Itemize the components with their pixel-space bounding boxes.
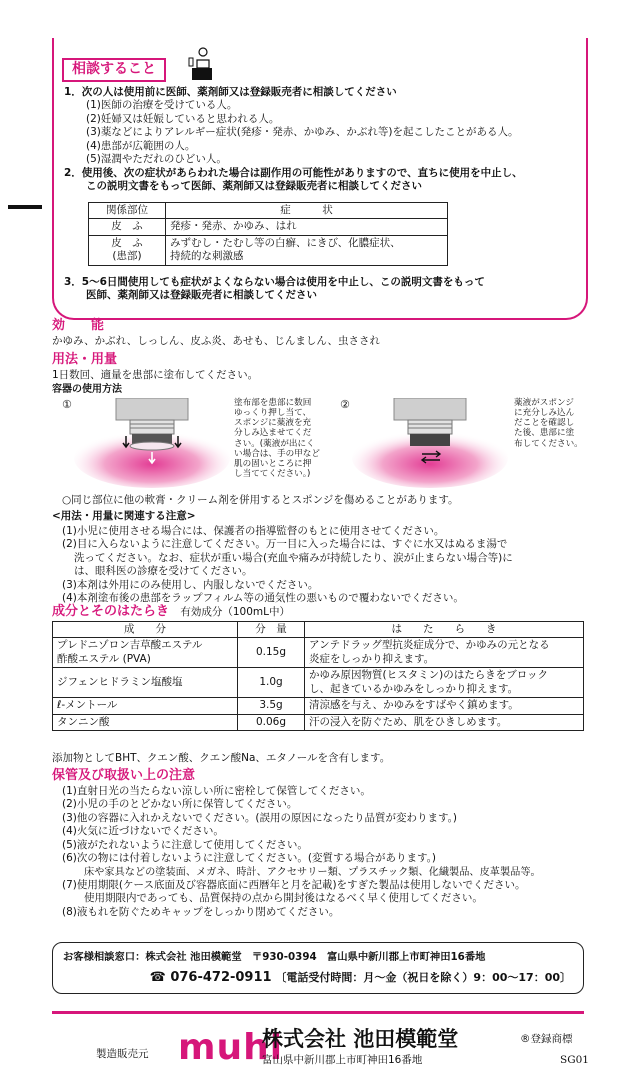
consult-item-3-line: 3．5～6日間使用しても症状がよくならない場合は使用を中止し、この説明文書をもって [64, 276, 485, 288]
trademark-note: ®登録商標 [520, 1033, 573, 1045]
related-title: <用法・用量に関連する注意> [52, 510, 196, 522]
ingredients-header-amount: 分 量 [238, 622, 305, 638]
consult-subitem: (2)妊婦又は妊娠していると思われる人。 [86, 112, 280, 125]
consult-title [62, 58, 166, 82]
consult-subitem: (4)患部が広範囲の人。 [86, 139, 196, 152]
ingredient-function: 汗の浸入を防ぐため、肌をひきしめます。 [305, 714, 584, 730]
ingredients-header-name: 成 分 [53, 622, 238, 638]
symptom-part: 皮 ふ [89, 219, 166, 235]
company-address: 富山県中新川郡上市町神田16番地 [262, 1054, 423, 1066]
storage-line: (6)次の物には付着しないように注意してください。(変質する場合があります。) [62, 852, 436, 865]
efficacy-title: 効 能 [52, 318, 105, 333]
side-marker [8, 205, 42, 209]
storage-line: 床や家具などの塗装面、メガネ、時計、アクセサリー類、プラスチック類、化繊製品、皮革製品等。 [84, 866, 541, 878]
related-line: (4)本剤塗布後の患部をラップフィルム等の通気性の悪いもので覆わないでください。 [62, 592, 464, 605]
ingredients-heading [52, 604, 290, 621]
symptom-header-part: 関係部位 [89, 203, 166, 219]
consult-item-3 [64, 276, 485, 303]
storage-title: 保管及び取扱い上の注意 [52, 768, 196, 783]
ingredient-amount: 0.15g [238, 638, 305, 668]
ingredient-name: タンニン酸 [53, 714, 238, 730]
symptom-table [88, 202, 448, 266]
ingredient-amount: 1.0g [238, 668, 305, 698]
symptom-desc: みずむし・たむし等の白癬、にきび、化膿症状、 持続的な刺激感 [166, 235, 448, 265]
storage-line: 使用期限内であっても、品質保持の点から開封後はなるべく早く使用してください。 [84, 892, 483, 905]
step2-illustration [350, 398, 510, 490]
pharmacist-icon [183, 46, 213, 80]
contact-hours: 〔電話受付時間：月～金（祝日を除く）9：00～17：00〕 [275, 971, 571, 984]
efficacy-text: かゆみ、かぶれ、しっしん、皮ふ炎、あせも、じんましん、虫さされ [52, 335, 381, 347]
consult-item-2: 2．使用後、次の症状があらわれた場合は副作用の可能性がありますので、直ちに使用を中止し、 [64, 166, 523, 179]
usage-text: 1日数回、適量を患部に塗布してください。 [52, 369, 259, 381]
step1-number: ① [62, 398, 72, 411]
storage-line: (1)直射日光の当たらない涼しい所に密栓して保管してください。 [62, 785, 371, 797]
related-line: 洗ってください。なお、症状が重い場合(充血や痛みが持続したり、涙が止まらない場合等)に [74, 551, 513, 564]
seller-label: 製造販売元 [96, 1048, 149, 1060]
ingredients-subtitle: 有効成分（100mL中） [180, 606, 290, 618]
contact-phone: ☎ 076-472-0911 [149, 970, 272, 985]
storage-line: (7)使用期限(ケース底面及び容器底面に西暦年と月を記載)をすぎた製品は使用しないでください。 [62, 878, 526, 891]
company-name: 株式会社 池田模範堂 [262, 1027, 459, 1051]
storage-list [52, 785, 627, 919]
consult-list [64, 86, 584, 194]
contact-line: お客様相談窓口：株式会社 池田模範堂 〒930-0394 富山県中新川郡上市町神田16番地 [63, 951, 486, 963]
ingredient-function: 清涼感を与え、かゆみをすばやく鎮めます。 [305, 698, 584, 714]
consult-subitem: (5)湿潤やただれのひどい人。 [86, 153, 227, 166]
storage-line: (5)液がたれないように注意して使用してください。 [62, 838, 308, 851]
ingredient-function: アンテドラッグ型抗炎症成分で、かゆみの元となる 炎症をしっかり抑えます。 [305, 638, 584, 668]
consult-item-2-cont: この説明文書をもって医師、薬剤師又は登録販売者に相談してください [86, 180, 422, 193]
consult-item-3-line: 医師、薬剤師又は登録販売者に相談してください [86, 289, 317, 302]
ingredient-amount: 3.5g [238, 698, 305, 714]
storage-line: (4)火気に近づけないでください。 [62, 825, 224, 838]
ingredients-title: 成分とそのはたらき [52, 604, 170, 619]
product-code: SG01 [560, 1054, 589, 1066]
ingredient-function: かゆみ原因物質(ヒスタミン)のはたらきをブロック し、起きているかゆみをしっかり抑えます。 [305, 668, 584, 698]
usage-note: ○同じ部位に他の軟膏・クリーム剤を併用するとスポンジを傷めることがあります。 [62, 494, 459, 506]
step2-text: 薬液がスポンジ に充分しみ込ん だことを確認し た後、患部に塗 布してください。 [514, 398, 583, 449]
ingredient-name: ジフェンヒドラミン塩酸塩 [53, 668, 238, 698]
contact-box [52, 942, 584, 994]
step1-illustration [72, 398, 232, 490]
step1-text: 塗布部を患部に数回 ゆっくり押し当て、 スポンジに薬液を充 分しみ込ませてくだ さい。(薬液が出にく い場合は、手の甲など 肌の固いところに押 し当ててください。) [234, 398, 320, 479]
ingredient-name: プレドニゾロン吉草酸エステル 酢酸エステル (PVA) [53, 638, 238, 668]
related-line: (1)小児に使用させる場合には、保護者の指導監督のもとに使用させてください。 [62, 525, 445, 537]
ingredients-table [52, 621, 584, 731]
container-title: 容器の使用方法 [52, 384, 122, 395]
storage-line: (3)他の容器に入れかえないでください。(誤用の原因になったり品質が変わります。) [62, 811, 457, 824]
related-line: は、眼科医の診療を受けてください。 [74, 565, 253, 578]
consult-item-1: 1．次の人は使用前に医師、薬剤師又は登録販売者に相談してください [64, 86, 397, 98]
muhi-logo: muhi [178, 1027, 284, 1068]
related-list [52, 525, 612, 606]
storage-line: (8)液もれを防ぐためキャップをしっかり閉めてください。 [62, 905, 340, 918]
step2-number: ② [340, 398, 350, 411]
ingredients-header-function: は た ら き [305, 622, 584, 638]
symptom-desc: 発疹・発赤、かゆみ、はれ [166, 219, 448, 235]
ingredient-name: ℓ-メントール [53, 698, 238, 714]
consult-subitem: (1)医師の治療を受けている人。 [86, 99, 238, 112]
footer-rule [52, 1011, 584, 1014]
related-line: (2)目に入らないように注意してください。万一目に入った場合には、すぐに水又はぬるま湯で [62, 538, 508, 551]
symptom-header-symptom: 症 状 [166, 203, 448, 219]
ingredient-amount: 0.06g [238, 714, 305, 730]
additives-text: 添加物としてBHT、クエン酸、クエン酸Na、エタノールを含有します。 [52, 752, 391, 764]
related-line: (3)本剤は外用にのみ使用し、内服しないでください。 [62, 578, 319, 591]
consult-subitem: (3)薬などによりアレルギー症状(発疹・発赤、かゆみ、かぶれ等)を起こしたことがある人。 [86, 126, 519, 139]
symptom-part: 皮 ふ (患部) [89, 235, 166, 265]
consult-title-text: 相談すること [72, 61, 156, 77]
usage-title: 用法・用量 [52, 352, 118, 367]
storage-line: (2)小児の手のとどかない所に保管してください。 [62, 798, 298, 811]
